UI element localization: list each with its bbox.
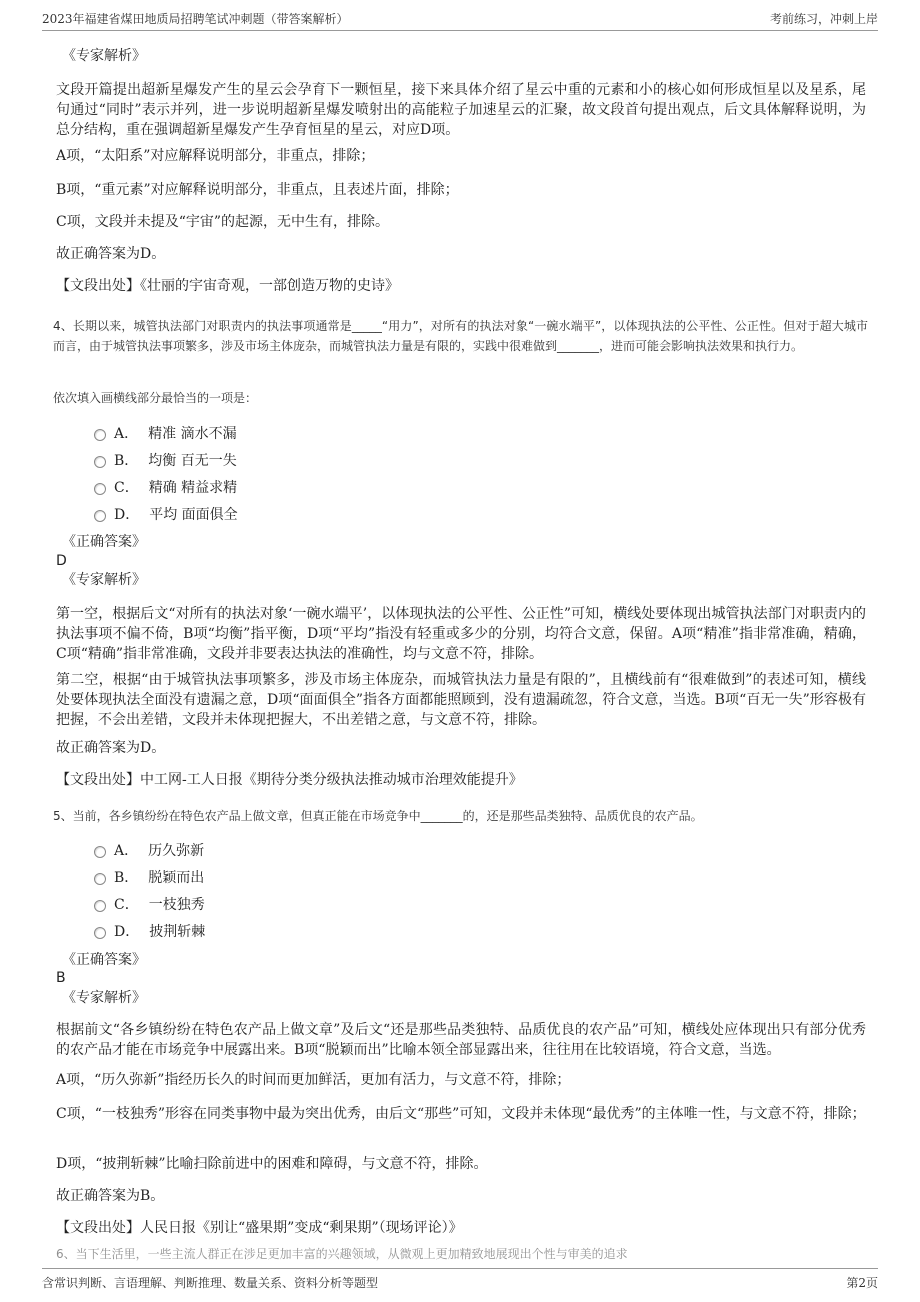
option-text: 历久弥新 <box>148 843 205 859</box>
radio-icon[interactable] <box>94 456 106 468</box>
page-number: 第2页 <box>846 1276 878 1290</box>
q3-option-b-analysis: B项，“重元素”对应解释说明部分，非重点，且表述片面，排除； <box>56 182 459 198</box>
option-letter: C． <box>114 897 139 913</box>
q3-expert-label: 《专家解析》 <box>62 48 146 64</box>
option-letter: C． <box>114 480 139 496</box>
q3-option-a-analysis: A项，“太阳系”对应解释说明部分，非重点，排除； <box>56 148 375 164</box>
option-text: 一枝独秀 <box>148 897 205 913</box>
radio-icon[interactable] <box>94 483 106 495</box>
q5-option-d-analysis: D项，“披荆斩棘”比喻扫除前进中的困难和障碍，与文意不符，排除。 <box>56 1156 488 1172</box>
q3-option-c-analysis: C项，文段并未提及“宇宙”的起源，无中生有，排除。 <box>56 214 390 230</box>
q4-option-c[interactable] <box>94 477 237 497</box>
q5-option-c[interactable] <box>94 894 205 914</box>
option-text: 平均 面面俱全 <box>149 507 238 523</box>
header-title: 2023年福建省煤田地质局招聘笔试冲刺题（带答案解析） <box>42 12 349 26</box>
q5-stem: 5、当前，各乡镇纷纷在特色农产品上做文章，但真正能在市场竞争中_______的，还是那些品类独特、品质优良的农产品。 <box>53 809 703 823</box>
q5-option-b[interactable] <box>94 867 204 887</box>
q4-option-a[interactable] <box>94 423 237 443</box>
option-letter: D． <box>114 507 140 523</box>
option-letter: D． <box>114 924 140 940</box>
q5-option-a-analysis: A项，“历久弥新”指经历长久的时间而更加鲜活，更加有活力，与文意不符，排除； <box>56 1072 571 1088</box>
q4-option-b[interactable] <box>94 450 237 470</box>
q4-answer: D <box>56 553 67 569</box>
q5-source: 【文段出处】人民日报《别让“盛果期”变成“剩果期”（现场评论）》 <box>56 1220 463 1236</box>
q5-option-c-analysis: C项，“一枝独秀”形容在同类事物中最为突出优秀，由后文“那些”可知，文段并未体现“最优秀”的主体唯一性，与文意不符，排除； <box>56 1106 866 1122</box>
q4-source: 【文段出处】中工网-工人日报《期待分类分级执法推动城市治理效能提升》 <box>56 772 523 788</box>
q5-analysis-1: 根据前文“各乡镇纷纷在特色农产品上做文章”及后文“还是那些品类独特、品质优良的农产品”可知，横线处应体现出只有部分优秀的农产品才能在市场竞争中展露出来。B项“脱颖而出”比喻本领全部显露出来，往往用在比较语境，符合文意，当选。 <box>56 1022 866 1058</box>
footer-question-types: 含常识判断、言语理解、判断推理、数量关系、资料分析等题型 <box>42 1276 379 1290</box>
page-header <box>42 10 878 31</box>
radio-icon[interactable] <box>94 927 106 939</box>
q4-stem: 4、长期以来，城管执法部门对职责内的执法事项通常是_____“用力”，对所有的执法对象“一碗水端平”，以体现执法的公平性、公正性。但对于超大城市而言，由于城管执法事项繁多，涉及市场主体庞杂，而城管执法力量是有限的，实践中很难做到_______，进而可能会影响执法效果和执行力。 <box>53 319 868 353</box>
option-letter: A． <box>114 843 139 859</box>
q3-source: 【文段出处】《壮丽的宇宙奇观，一部创造万物的史诗》 <box>56 278 399 294</box>
radio-icon[interactable] <box>94 429 106 441</box>
radio-icon[interactable] <box>94 846 106 858</box>
q4-expert-label: 《专家解析》 <box>62 572 146 588</box>
q5-option-a[interactable] <box>94 840 204 860</box>
q5-answer-label: 《正确答案》 <box>62 952 146 968</box>
option-text: 精确 精益求精 <box>148 480 238 496</box>
q4-analysis-1: 第一空，根据后文“对所有的执法对象‘一碗水端平’，以体现执法的公平性、公正性”可知，横线处要体现出城管执法部门对职责内的执法事项不偏不倚，B项“均衡”指平衡，D项“平均”指没有轻重或多少的分别，均符合文意，保留。A项“精准”指非常准确，精确，C项“精确”指非常准确，文段并非要表达执法的准确性，均与文意不符，排除。 <box>56 606 866 662</box>
cut-off-next-question <box>56 1247 866 1261</box>
option-text: 脱颖而出 <box>148 870 205 886</box>
option-letter: B． <box>114 870 139 886</box>
q5-option-d[interactable] <box>94 921 205 941</box>
q4-option-d[interactable] <box>94 504 238 524</box>
q3-conclusion: 故正确答案为D。 <box>56 246 166 262</box>
option-text: 精准 滴水不漏 <box>148 426 237 442</box>
q4-answer-label: 《正确答案》 <box>62 534 146 550</box>
option-letter: B． <box>114 453 139 469</box>
q4-prompt: 依次填入画横线部分最恰当的一项是： <box>53 391 258 405</box>
option-text: 均衡 百无一失 <box>148 453 237 469</box>
q4-analysis-2: 第二空，根据“由于城管执法事项繁多，涉及市场主体庞杂，而城管执法力量是有限的”，且横线前有“很难做到”的表述可知，横线处要体现执法全面没有遗漏之意，D项“面面俱全”指各方面都能照顾到，没有遗漏疏忽，符合文意，当选。B项“百无一失”形容极有把握，不会出差错，文段并未体现把握大，不出差错之意，与文意不符，排除。 <box>56 672 866 728</box>
radio-icon[interactable] <box>94 900 106 912</box>
option-letter: A． <box>114 426 139 442</box>
q5-conclusion: 故正确答案为B。 <box>56 1188 165 1204</box>
q3-explanation: 文段开篇提出超新星爆发产生的星云会孕育下一颗恒星，接下来具体介绍了星云中重的元素和小的核心如何形成恒星以及星系，尾句通过“同时”表示并列，进一步说明超新星爆发喷射出的高能粒子加速星云的汇聚，故文段首句提出观点，后文具体解释说明，为总分结构，重在强调超新星爆发产生孕育恒星的星云，对应D项。 <box>56 82 866 138</box>
radio-icon[interactable] <box>94 873 106 885</box>
page-footer <box>42 1268 878 1291</box>
q4-conclusion: 故正确答案为D。 <box>56 740 166 756</box>
header-slogan: 考前练习，冲刺上岸 <box>769 12 878 26</box>
cut-off-text: 6、当下生活里，一些主流人群正在涉足更加丰富的兴趣领域，从微观上更加精致地展现出个性与审美的追求 <box>56 1247 628 1261</box>
radio-icon[interactable] <box>94 510 106 522</box>
q5-expert-label: 《专家解析》 <box>62 990 146 1006</box>
option-text: 披荆斩棘 <box>149 924 206 940</box>
q5-answer: B <box>56 970 66 986</box>
